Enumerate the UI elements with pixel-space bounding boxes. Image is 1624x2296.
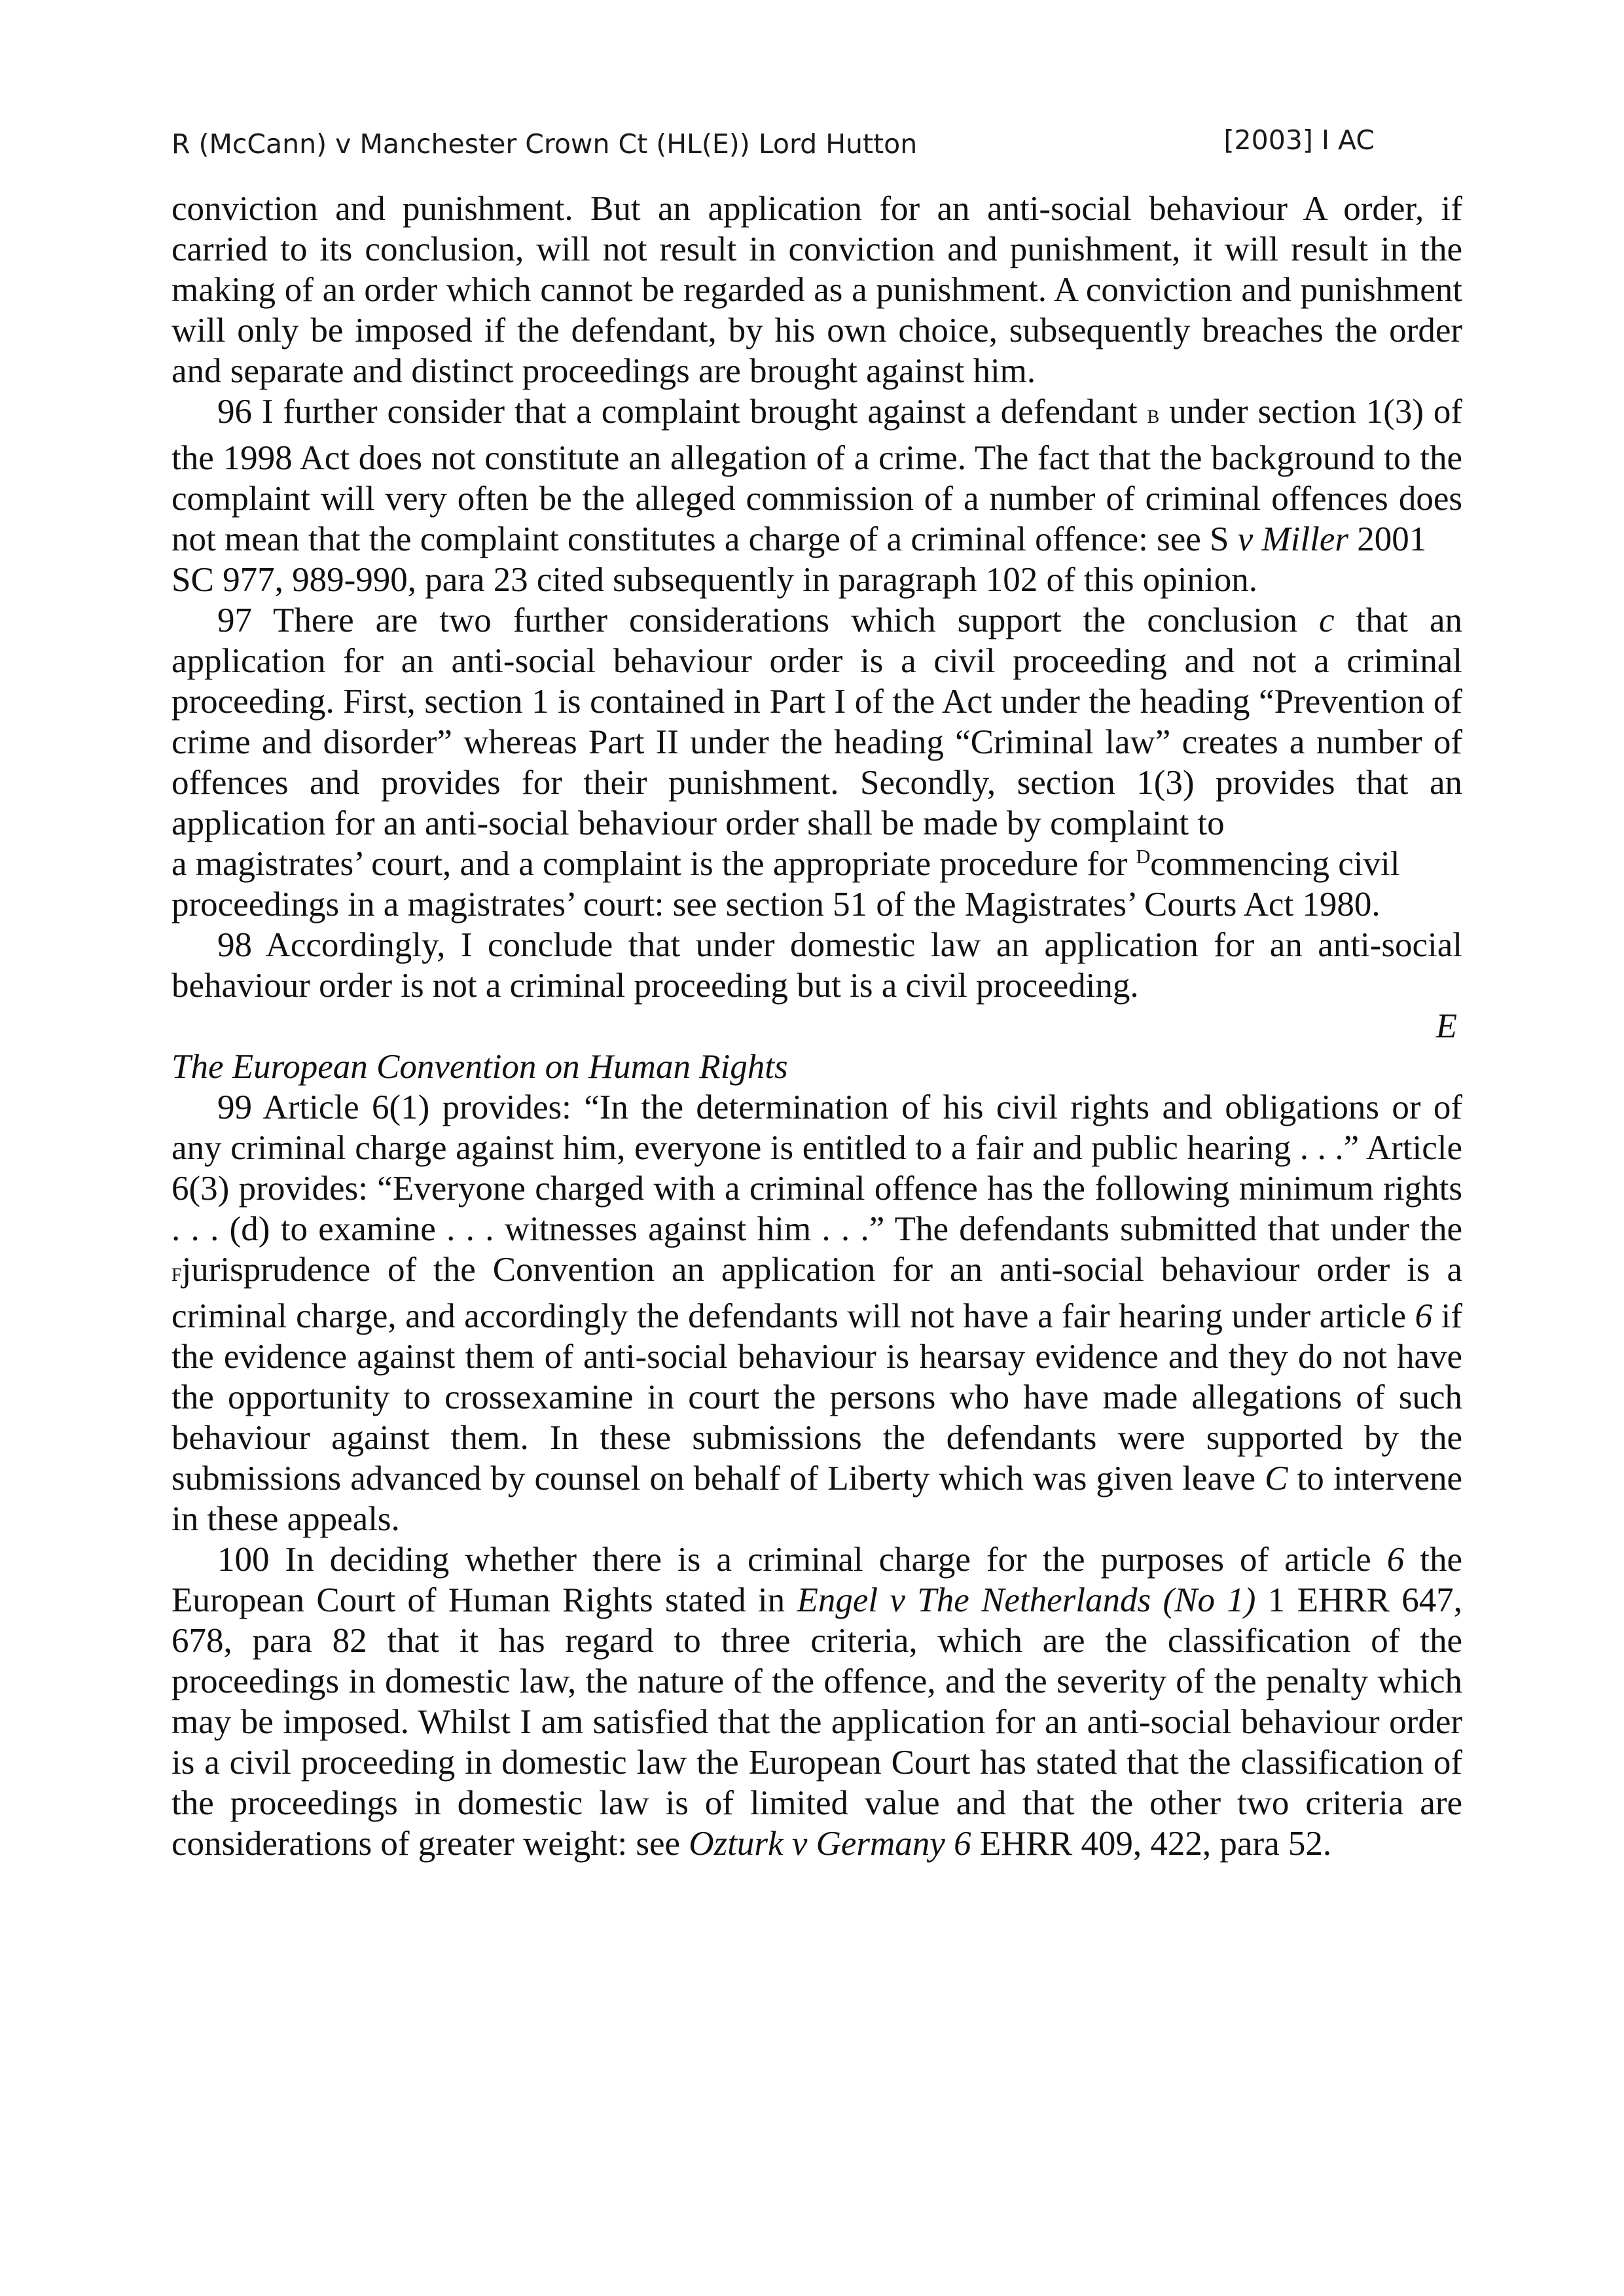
paragraph-95-tail: [171, 188, 1462, 391]
document-body: [171, 188, 1462, 1864]
margin-letter: B: [1147, 407, 1160, 427]
paragraph-text: 97 There are two further considerations which support the conclusion: [217, 601, 1297, 639]
section-heading: The European Convention on Human Rights: [171, 1048, 788, 1086]
running-head-citation: [2003] I AC: [1223, 124, 1375, 156]
margin-letter: D: [1136, 846, 1151, 868]
paragraph-97: [171, 600, 1462, 844]
paragraph-97-continuation: [171, 844, 1462, 925]
paragraph-text: 100 In deciding whether there is a criminal charge for the purposes of article: [217, 1541, 1371, 1579]
paragraph-96: [171, 391, 1462, 560]
margin-letter-e: E: [1435, 1007, 1457, 1045]
paragraph-text: that an application for an anti-social behaviour order is a civil proceeding and not a criminal proceeding. First, section 1 is contained in Part I of the Act under the heading “Prevention of crime and disorder” whereas Part II under the heading “Criminal law” creates a number of offences and provides for their punishment. Secondly, section 1(3) provides that an application for an anti-social behaviour order shall be made by complaint to: [171, 601, 1463, 842]
paragraph-text: to intervene in these appeals.: [171, 1460, 1462, 1538]
case-italic: v: [1237, 520, 1254, 558]
paragraph-text: 98 Accordingly, I conclude that under domestic law an application for an anti-social behaviour order is not a criminal proceeding but is a civil proceeding.: [171, 926, 1462, 1005]
margin-letter: c: [1318, 601, 1335, 639]
paragraph-text: 1 EHRR 647, 678, para 82 that it has regard to three criteria, which are the classification of the proceedings in domestic law, the nature of the offence, and the severity of the penalty which may be imposed. Whilst I am satisfied that the application for an anti-social behaviour order is a civil proceeding in domestic law the European Court has stated that the classification of the proceedings in domestic law is of limited value and that the other two criteria are considerations of greater weight: see: [171, 1581, 1463, 1863]
paragraph-text: jurisprudence of the Convention an application for an anti-social behaviour order is a criminal charge, and accordingly the defendants will not have a fair hearing under article: [171, 1251, 1462, 1335]
article-number: 6: [1386, 1541, 1405, 1579]
paragraph-text: under section 1(3) of the 1998 Act does not constitute an allegation of a crime. The fact that the background to the complaint will very often be the alleged commission of a number of criminal offences does not mean that the complaint constitutes a charge of a criminal offence: see S: [171, 393, 1463, 558]
margin-letter: C: [1265, 1460, 1288, 1498]
paragraph-text: conviction and punishment. But an application for an anti-social behaviour A order, if carried to its conclusion, will not result in conviction and punishment, it will result in the making of an order which cannot be regarded as a punishment. A conviction and punishment will only be imposed if the defendant, by his own choice, subsequently breaches the order and separate and distinct proceedings are brought against him.: [171, 190, 1462, 390]
article-number: 6: [1415, 1297, 1433, 1335]
paragraph-text: 2001: [1357, 520, 1427, 558]
paragraph-text: a magistrates’ court, and a complaint is the appropriate procedure for: [171, 845, 1128, 883]
paragraph-98: [171, 925, 1462, 1006]
paragraph-99: [171, 1087, 1462, 1539]
paragraph-100: [171, 1539, 1462, 1864]
paragraph-text: commencing civil proceedings in a magistrates’ court: see section 51 of the Magistrates’ Courts Act 1980.: [171, 845, 1400, 924]
case-name: Engel v The Netherlands (No 1): [797, 1581, 1256, 1619]
paragraph-text: 99 Article 6(1) provides: “In the determination of his civil rights and obligations or of any criminal charge against him, everyone is entitled to a fair and public hearing . . .” Article 6(3) provides: “Everyone charged with a criminal offence has the following minimum rights . . . (d) to examine . . . witnesses against him . . .” The defendants submitted that under the: [171, 1088, 1462, 1248]
paragraph-text: the European Court of Human Rights stated in: [171, 1541, 1463, 1619]
paragraph-text: if the evidence against them of anti-social behaviour is hearsay evidence and they do not have the opportunity to crossexamine in court the persons who have made allegations of such behaviour against them. In these submissions the defendants were supported by the submissions advanced by counsel on behalf of Liberty which was given leave: [171, 1297, 1462, 1498]
paragraph-text: 96 I further consider that a complaint brought against a defendant: [217, 393, 1138, 431]
running-head-title: R (McCann) v Manchester Crown Ct (HL(E)) Lord Hutton: [171, 128, 918, 160]
paragraph-text: SC 977, 989-990, para 23 cited subsequently in paragraph 102 of this opinion.: [171, 561, 1257, 599]
case-name: Ozturk v Germany 6: [689, 1825, 971, 1863]
running-head: [171, 124, 1375, 168]
margin-letter: F: [171, 1265, 182, 1285]
case-name: Miller: [1261, 520, 1348, 558]
paragraph-96-continuation: [171, 560, 1462, 600]
paragraph-text: EHRR 409, 422, para 52.: [979, 1825, 1332, 1863]
